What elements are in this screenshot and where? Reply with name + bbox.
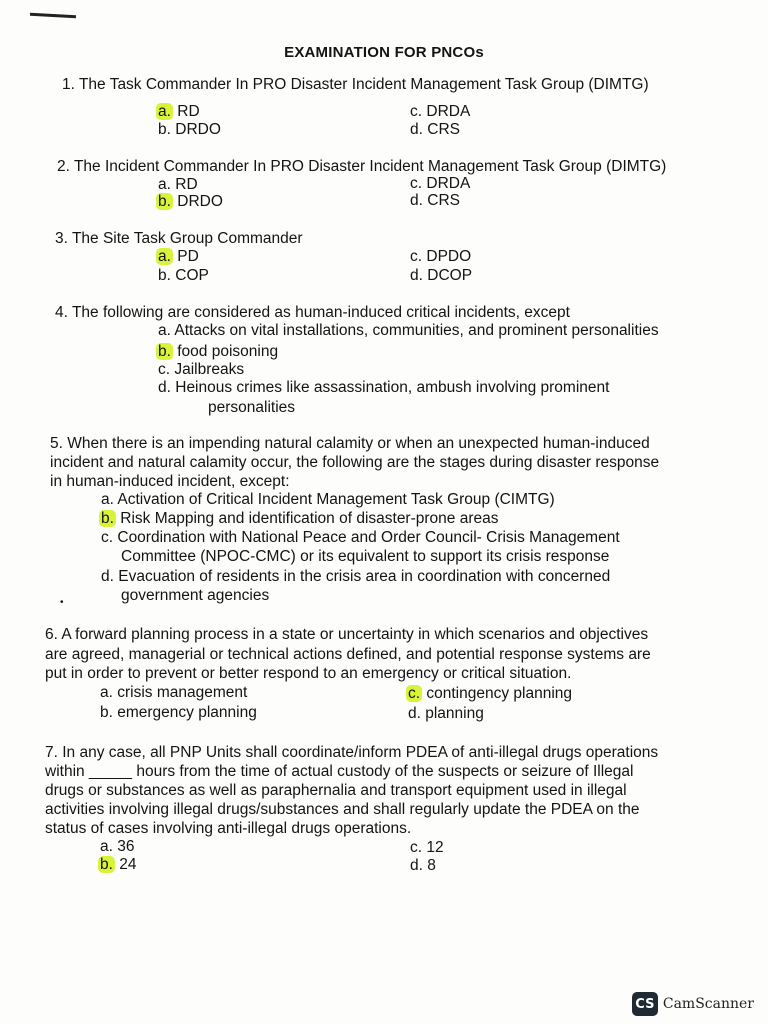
q3-option-c bbox=[410, 248, 471, 266]
question-7-line-5: status of cases involving anti-illegal drugs operations. bbox=[45, 820, 412, 837]
q5-option-b bbox=[101, 510, 498, 528]
q1-option-b bbox=[158, 121, 221, 139]
q4-option-b bbox=[158, 343, 278, 361]
stray-mark: • bbox=[60, 597, 64, 608]
q6-option-c-key: c. bbox=[408, 685, 421, 702]
q5-option-d-key: d. bbox=[101, 568, 114, 585]
q1-option-c-key: c. bbox=[410, 103, 423, 120]
q6-option-d-text: planning bbox=[420, 705, 484, 722]
q5-option-a bbox=[101, 491, 555, 509]
question-5-line-2: incident and natural calamity occur, the following are the stages during disaster response bbox=[50, 454, 660, 471]
q2-option-b bbox=[158, 193, 223, 211]
q7-option-d bbox=[410, 857, 436, 875]
q7-option-c bbox=[410, 839, 444, 857]
q1-option-b-text: DRDO bbox=[170, 121, 221, 138]
q7-option-a-text: 36 bbox=[112, 838, 135, 855]
q5-option-c-key: c. bbox=[101, 529, 114, 546]
q7-option-d-key: d. bbox=[410, 857, 423, 874]
question-7-line-4: activities involving illegal drugs/substances and shall regularly update the PDEA on the bbox=[45, 801, 640, 818]
q3-option-a-key: a. bbox=[158, 248, 171, 265]
q6-option-c bbox=[408, 685, 572, 703]
q3-option-d-key: d. bbox=[410, 267, 423, 284]
question-4: 4. The following are considered as human-induced critical incidents, except bbox=[55, 304, 570, 321]
q4-option-c-key: c. bbox=[158, 361, 171, 378]
question-6-line-3: put in order to prevent or better respond to an emergency or critical situation. bbox=[45, 665, 572, 682]
question-5-line-3: in human-induced incident, except: bbox=[50, 473, 290, 490]
q4-option-b-key: b. bbox=[158, 343, 171, 360]
q2-option-d-key: d. bbox=[410, 192, 423, 209]
q5-option-b-text: Risk Mapping and identification of disaster-prone areas bbox=[115, 510, 499, 527]
q2-option-d bbox=[410, 192, 460, 210]
question-3: 3. The Site Task Group Commander bbox=[55, 230, 303, 247]
q4-option-d-text: Heinous crimes like assassination, ambush involving prominent bbox=[170, 379, 610, 396]
q4-option-a-key: a. bbox=[158, 322, 171, 339]
q6-option-c-text: contingency planning bbox=[422, 685, 573, 702]
q5-option-a-text: Activation of Critical Incident Management Task Group (CIMTG) bbox=[113, 491, 555, 508]
q4-option-d-key: d. bbox=[158, 379, 171, 396]
question-6-line-2: are agreed, managerial or technical actions defined, and potential response systems are bbox=[45, 646, 651, 663]
camscanner-brand: CamScanner bbox=[662, 996, 754, 1012]
scan-mark bbox=[30, 13, 76, 18]
q1-option-a-text: RD bbox=[172, 103, 200, 120]
q2-option-c bbox=[410, 175, 470, 193]
q2-option-a bbox=[158, 176, 198, 194]
q7-option-c-text: 12 bbox=[422, 839, 444, 856]
q1-option-d-text: CRS bbox=[422, 121, 460, 138]
q2-option-a-key: a. bbox=[158, 176, 171, 193]
q1-option-d bbox=[410, 121, 460, 139]
q4-option-c bbox=[158, 361, 244, 379]
q2-option-a-text: RD bbox=[170, 176, 198, 193]
q4-option-a bbox=[158, 322, 659, 340]
camscanner-logo-icon: CS bbox=[632, 992, 658, 1016]
q7-option-b-text: 24 bbox=[114, 856, 137, 873]
q3-option-b-text: COP bbox=[170, 267, 209, 284]
q1-option-a-key: a. bbox=[158, 103, 171, 120]
q7-option-d-text: 8 bbox=[422, 857, 436, 874]
q5-option-d-continued: government agencies bbox=[121, 587, 270, 604]
q6-option-b-text: emergency planning bbox=[112, 704, 257, 721]
question-1: 1. The Task Commander In PRO Disaster Incident Management Task Group (DIMTG) bbox=[62, 76, 649, 93]
q7-option-a bbox=[100, 838, 135, 856]
q4-option-c-text: Jailbreaks bbox=[170, 361, 245, 378]
q4-option-d bbox=[158, 379, 609, 397]
q2-option-c-text: DRDA bbox=[422, 175, 471, 192]
q7-option-b-key: b. bbox=[100, 856, 113, 873]
q5-option-c-text: Coordination with National Peace and Order Council- Crisis Management bbox=[113, 529, 620, 546]
q7-option-a-key: a. bbox=[100, 838, 113, 855]
q5-option-b-key: b. bbox=[101, 510, 114, 527]
q2-option-b-key: b. bbox=[158, 193, 171, 210]
q4-option-d-continued: personalities bbox=[208, 399, 296, 416]
q6-option-b-key: b. bbox=[100, 704, 113, 721]
q5-option-d-text: Evacuation of residents in the crisis area in coordination with concerned bbox=[113, 568, 611, 585]
question-2: 2. The Incident Commander In PRO Disaster Incident Management Task Group (DIMTG) bbox=[57, 158, 667, 175]
q7-option-b bbox=[100, 856, 137, 874]
q5-option-c-continued: Committee (NPOC-CMC) or its equivalent to support its crisis response bbox=[121, 548, 610, 565]
q6-option-d bbox=[408, 705, 484, 723]
q6-option-a bbox=[100, 684, 247, 702]
question-7-line-3: drugs or substances as well as paraphernalia and transport equipment used in illegal bbox=[45, 782, 627, 799]
question-7-line-1: 7. In any case, all PNP Units shall coordinate/inform PDEA of anti-illegal drugs operations bbox=[45, 744, 659, 761]
q3-option-c-key: c. bbox=[410, 248, 423, 265]
question-7-line-2: within _____ hours from the time of actual custody of the suspects or seizure of Illegal bbox=[45, 763, 634, 780]
question-5-line-1: 5. When there is an impending natural calamity or when an unexpected human-induced bbox=[50, 435, 650, 452]
q1-option-c-text: DRDA bbox=[422, 103, 471, 120]
q3-option-a-text: PD bbox=[172, 248, 199, 265]
q4-option-b-text: food poisoning bbox=[172, 343, 279, 360]
q2-option-c-key: c. bbox=[410, 175, 423, 192]
q6-option-d-key: d. bbox=[408, 705, 421, 722]
question-6-line-1: 6. A forward planning process in a state or uncertainty in which scenarios and objectives bbox=[45, 626, 649, 643]
q4-option-a-text: Attacks on vital installations, communities, and prominent personalities bbox=[170, 322, 659, 339]
q1-option-b-key: b. bbox=[158, 121, 171, 138]
q6-option-a-text: crisis management bbox=[112, 684, 248, 701]
q5-option-a-key: a. bbox=[101, 491, 114, 508]
q3-option-b-key: b. bbox=[158, 267, 171, 284]
q1-option-c bbox=[410, 103, 470, 121]
q3-option-c-text: DPDO bbox=[422, 248, 472, 265]
q6-option-a-key: a. bbox=[100, 684, 113, 701]
q3-option-d bbox=[410, 267, 472, 285]
q2-option-b-text: DRDO bbox=[172, 193, 223, 210]
q5-option-d bbox=[101, 568, 610, 586]
q2-option-d-text: CRS bbox=[422, 192, 460, 209]
q3-option-b bbox=[158, 267, 209, 285]
q1-option-d-key: d. bbox=[410, 121, 423, 138]
q1-option-a bbox=[158, 103, 200, 121]
q3-option-a bbox=[158, 248, 199, 266]
q6-option-b bbox=[100, 704, 257, 722]
q7-option-c-key: c. bbox=[410, 839, 423, 856]
camscanner-watermark bbox=[632, 992, 754, 1016]
exam-title: EXAMINATION FOR PNCOs bbox=[284, 44, 484, 61]
q3-option-d-text: DCOP bbox=[422, 267, 473, 284]
q5-option-c bbox=[101, 529, 620, 547]
